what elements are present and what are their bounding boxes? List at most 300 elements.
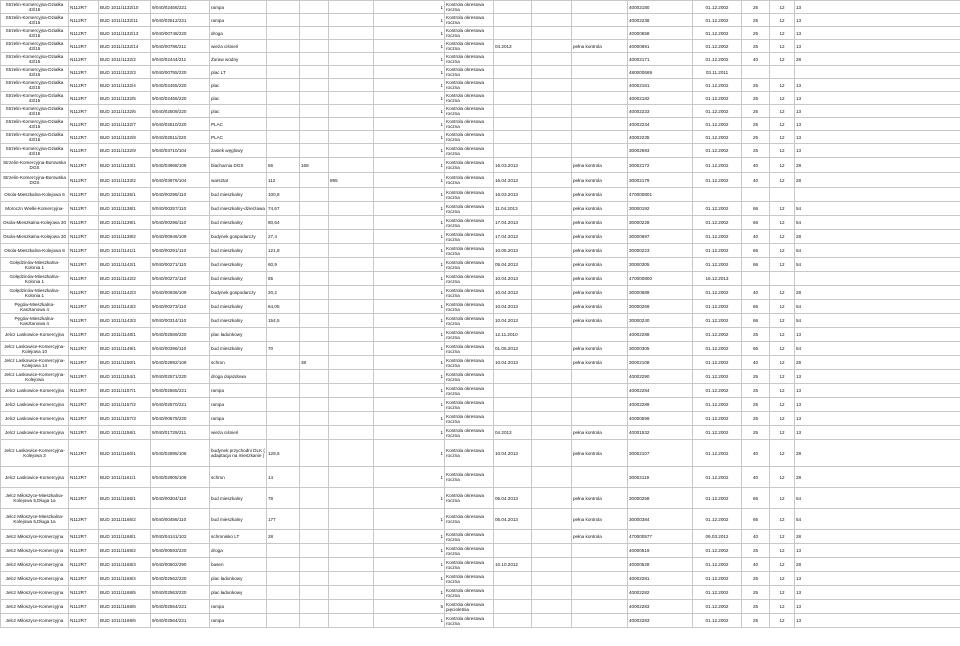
cell-object-name: bud mieszkalny xyxy=(210,509,267,530)
cell-asset-number: 40002289 xyxy=(628,398,693,412)
cell-volume xyxy=(300,314,329,328)
cell-object-name: rampa xyxy=(210,600,267,614)
cell-inspection-type: Kontrola okresowa roczna xyxy=(445,530,494,544)
cell-acceptance-date: 01.12.2002 xyxy=(693,27,742,40)
cell-inventory-number: 9/040/02565/221 xyxy=(151,384,210,398)
cell-inventory-number: 9/040/00304/110 xyxy=(151,488,210,509)
cell-location: Jelcz Miłoszyce-Mieszkalna-Kolejowa 5,Długa 1a xyxy=(1,488,69,509)
cell-value-a: 12 xyxy=(770,314,795,328)
cell-value-a xyxy=(770,272,795,286)
cell-spacer xyxy=(532,144,572,158)
cell-volume xyxy=(300,600,329,614)
cell-unit-code: N112R7 xyxy=(69,586,99,600)
cell-unit-code: N112R7 xyxy=(69,356,99,370)
cell-spacer xyxy=(532,509,572,530)
cell-bud-number: BUD 1011/1135/1 xyxy=(99,188,151,202)
cell-value-b: 54 xyxy=(795,216,960,230)
cell-bud-number: BUD 1011/1168/5 xyxy=(99,586,151,600)
cell-inspection-scope xyxy=(572,14,628,27)
cell-asset-number: 40002283 xyxy=(628,600,693,614)
cell-acceptance-date: 03.11.2011 xyxy=(693,66,742,79)
cell-spacer xyxy=(532,412,572,426)
cell-inspection-date xyxy=(494,92,532,105)
cell-object-name: rampa xyxy=(210,384,267,398)
cell-spacer xyxy=(532,188,572,202)
cell-spacer xyxy=(532,272,572,286)
table-row xyxy=(1,342,960,356)
cell-inspection-scope: pełna kontrola xyxy=(572,509,628,530)
cell-asset-number: 470000801 xyxy=(628,188,693,202)
cell-volume xyxy=(300,92,329,105)
cell-volume xyxy=(300,1,329,14)
cell-bud-number: BUD 1011/1142/3 xyxy=(99,286,151,300)
cell-asset-number: 40002182 xyxy=(628,92,693,105)
cell-inventory-number: 9/040/02563/220 xyxy=(151,586,210,600)
cell-bud-number: BUD 1011/1143/2 xyxy=(99,300,151,314)
table-row xyxy=(1,370,960,384)
cell-spacer xyxy=(532,1,572,14)
table-row xyxy=(1,158,960,173)
cell-depreciation-years: 25 xyxy=(742,426,770,440)
cell-object-name: droga xyxy=(210,544,267,558)
cell-period: 1 xyxy=(374,173,445,188)
cell-volume xyxy=(300,398,329,412)
cell-period: 5 xyxy=(374,600,445,614)
cell-value-a: 12 xyxy=(770,467,795,488)
cell-location: Strzelin-Komercyjna-Działka 43/15 xyxy=(1,144,69,158)
cell-value-a: 12 xyxy=(770,158,795,173)
cell-inspection-scope xyxy=(572,66,628,79)
cell-depreciation-years: 25 xyxy=(742,328,770,342)
table-row xyxy=(1,509,960,530)
cell-inspection-type: Kontrola okresowa roczna xyxy=(445,572,494,586)
cell-unit-code: N112R7 xyxy=(69,286,99,300)
cell-acceptance-date: 01.12.2002 xyxy=(693,342,742,356)
cell-inspection-scope xyxy=(572,384,628,398)
cell-inventory-number: 9/040/02564/221 xyxy=(151,600,210,614)
cell-inspection-type: Kontrola okresowa roczna xyxy=(445,258,494,272)
cell-depreciation-years: 25 xyxy=(742,40,770,53)
cell-inventory-number: 9/040/00486/110 xyxy=(151,509,210,530)
cell-period: 1 xyxy=(374,488,445,509)
cell-period: 1 xyxy=(374,158,445,173)
cell-inspection-date xyxy=(494,66,532,79)
cell-area xyxy=(267,144,300,158)
cell-acceptance-date: 01.12.2002 xyxy=(693,300,742,314)
cell-inventory-number: 9/040/00298/110 xyxy=(151,188,210,202)
cell-bud-number: BUD 1011/1139/2 xyxy=(99,230,151,244)
cell-inventory-number: 9/040/02895/106 xyxy=(151,440,210,467)
cell-spacer xyxy=(532,328,572,342)
cell-inventory-number: 9/040/00755/220 xyxy=(151,66,210,79)
cell-value-a: 12 xyxy=(770,216,795,230)
cell-object-name: droga xyxy=(210,27,267,40)
cell-area xyxy=(267,426,300,440)
cell-value-a: 12 xyxy=(770,244,795,258)
cell-object-name: schron xyxy=(210,356,267,370)
cell-bud-number: BUD 1011/1157/2 xyxy=(99,398,151,412)
cell-value-b: 13 xyxy=(795,92,960,105)
cell-inspection-type: Kontrola okresowa roczna xyxy=(445,509,494,530)
cell-location: Strzelin-Komercyjna-Działka 43/15 xyxy=(1,118,69,131)
cell-period: 1 xyxy=(374,118,445,131)
cell-volume xyxy=(300,440,329,467)
cell-location: Pęgów-Mieszkalna-Kasztanowa 4 xyxy=(1,300,69,314)
cell-value-b: 54 xyxy=(795,314,960,328)
cell-inventory-number: 9/040/00273/110 xyxy=(151,300,210,314)
cell-location: Jelcz Laskowice-Komercyjna xyxy=(1,467,69,488)
cell-object-name: plac xyxy=(210,79,267,92)
cell-unit-code: N112R7 xyxy=(69,384,99,398)
cell-inspection-date xyxy=(494,398,532,412)
cell-length xyxy=(329,544,374,558)
cell-volume xyxy=(300,216,329,230)
cell-length xyxy=(329,144,374,158)
cell-value-b: 28 xyxy=(795,286,960,300)
cell-bud-number: BUD 1011/1132/8 xyxy=(99,131,151,144)
cell-acceptance-date: 01.12.2002 xyxy=(693,244,742,258)
table-row xyxy=(1,66,960,79)
cell-value-a: 12 xyxy=(770,440,795,467)
cell-depreciation-years: 66 xyxy=(742,314,770,328)
table-row xyxy=(1,40,960,53)
cell-length xyxy=(329,131,374,144)
cell-area xyxy=(267,384,300,398)
cell-acceptance-date: 01.12.2002 xyxy=(693,14,742,27)
cell-period: 1 xyxy=(374,586,445,600)
cell-asset-number: 30000192 xyxy=(628,202,693,216)
cell-spacer xyxy=(532,544,572,558)
cell-length xyxy=(329,614,374,628)
cell-volume xyxy=(300,27,329,40)
cell-depreciation-years: 25 xyxy=(742,412,770,426)
cell-object-name: bud mieszkalny-dzierżawa xyxy=(210,202,267,216)
cell-value-a: 12 xyxy=(770,398,795,412)
cell-inspection-date: 01.05.2013 xyxy=(494,342,532,356)
cell-unit-code: N112R7 xyxy=(69,300,99,314)
cell-inspection-date: 16.03.2013 xyxy=(494,188,532,202)
cell-area xyxy=(267,66,300,79)
table-row xyxy=(1,614,960,628)
cell-volume xyxy=(300,530,329,544)
cell-object-name: bud mieszkalny xyxy=(210,488,267,509)
cell-value-b: 54 xyxy=(795,202,960,216)
cell-volume xyxy=(300,79,329,92)
cell-location: Jelcz Laskowice-Komercyjna xyxy=(1,384,69,398)
cell-object-name: schron xyxy=(210,467,267,488)
cell-period: 1 xyxy=(374,244,445,258)
cell-value-b: 13 xyxy=(795,600,960,614)
cell-value-a: 12 xyxy=(770,202,795,216)
cell-spacer xyxy=(532,216,572,230)
cell-inspection-scope xyxy=(572,544,628,558)
cell-inventory-number: 9/040/02564/221 xyxy=(151,614,210,628)
cell-location: Strzelin-Komercyjna-Borowska DGS xyxy=(1,158,69,173)
cell-inventory-number: 9/040/02456/221 xyxy=(151,1,210,14)
cell-location: Strzelin-Komercyjna-Działka 43/15 xyxy=(1,79,69,92)
cell-volume xyxy=(300,131,329,144)
cell-length xyxy=(329,488,374,509)
cell-asset-number: 40002283 xyxy=(628,614,693,628)
cell-unit-code: N112R7 xyxy=(69,440,99,467)
cell-spacer xyxy=(532,79,572,92)
table-row xyxy=(1,1,960,14)
cell-inspection-date xyxy=(494,131,532,144)
cell-inspection-scope: pełna kontrola xyxy=(572,173,628,188)
cell-location: Strzelin-Komercyjna-Działka 43/15 xyxy=(1,66,69,79)
cell-object-name: budynek gospodarczy xyxy=(210,286,267,300)
cell-bud-number: BUD 1011/1132/14 xyxy=(99,40,151,53)
cell-location: Gołędzinów-Mieszkalna-Kolonia 1 xyxy=(1,286,69,300)
cell-spacer xyxy=(532,258,572,272)
cell-unit-code: N112R7 xyxy=(69,216,99,230)
cell-depreciation-years: 66 xyxy=(742,342,770,356)
cell-object-name: schronisko LT xyxy=(210,530,267,544)
cell-bud-number: BUD 1011/1168/2 xyxy=(99,544,151,558)
cell-length xyxy=(329,440,374,467)
cell-spacer xyxy=(532,158,572,173)
cell-value-b xyxy=(795,272,960,286)
cell-area xyxy=(267,118,300,131)
table-row xyxy=(1,92,960,105)
cell-volume: 38 xyxy=(300,356,329,370)
cell-period: 1 xyxy=(374,272,445,286)
cell-inventory-number: 9/040/02571/220 xyxy=(151,370,210,384)
cell-acceptance-date xyxy=(693,188,742,202)
cell-object-name: rampa xyxy=(210,1,267,14)
cell-asset-number: 40002281 xyxy=(628,572,693,586)
cell-area xyxy=(267,27,300,40)
cell-period: 1 xyxy=(374,258,445,272)
cell-object-name: budynek przychodni DLK ( adaptacja na mieszkanie ) xyxy=(210,440,267,467)
cell-unit-code: N112R7 xyxy=(69,544,99,558)
cell-depreciation-years: 25 xyxy=(742,1,770,14)
table-row xyxy=(1,173,960,188)
cell-spacer xyxy=(532,105,572,118)
cell-inspection-type: Kontrola okresowa roczna xyxy=(445,467,494,488)
cell-length xyxy=(329,27,374,40)
cell-object-name: wieża ciśnień xyxy=(210,426,267,440)
cell-bud-number: BUD 1011/1168/4 xyxy=(99,572,151,586)
cell-inventory-number: 9/040/02892/109 xyxy=(151,356,210,370)
cell-spacer xyxy=(532,53,572,66)
cell-spacer xyxy=(532,27,572,40)
cell-depreciation-years: 25 xyxy=(742,398,770,412)
table-row xyxy=(1,356,960,370)
cell-area: 70 xyxy=(267,342,300,356)
table-row xyxy=(1,384,960,398)
cell-depreciation-years: 25 xyxy=(742,572,770,586)
cell-inspection-date: 16.03.2013 xyxy=(494,158,532,173)
cell-acceptance-date: 01.12.2002 xyxy=(693,105,742,118)
cell-spacer xyxy=(532,586,572,600)
cell-bud-number: BUD 1011/1133/1 xyxy=(99,158,151,173)
cell-volume xyxy=(300,118,329,131)
cell-value-b: 54 xyxy=(795,509,960,530)
cell-location: Jelcz Miłoszyce-Komercyjna xyxy=(1,586,69,600)
cell-inspection-type: Kontrola okresowa roczna xyxy=(445,118,494,131)
cell-inspection-date: 05.04.2013 xyxy=(494,258,532,272)
cell-length xyxy=(329,572,374,586)
cell-inspection-scope xyxy=(572,92,628,105)
cell-length xyxy=(329,412,374,426)
cell-depreciation-years: 25 xyxy=(742,105,770,118)
cell-value-b: 28 xyxy=(795,173,960,188)
cell-unit-code: N112R7 xyxy=(69,467,99,488)
table-row xyxy=(1,202,960,216)
cell-depreciation-years: 25 xyxy=(742,14,770,27)
table-row xyxy=(1,558,960,572)
table-row xyxy=(1,188,960,202)
cell-bud-number: BUD 1011/1168/3 xyxy=(99,558,151,572)
cell-location: Gołędzinów-Mieszkalna-Kolonia 1 xyxy=(1,272,69,286)
cell-inspection-date xyxy=(494,53,532,66)
cell-inspection-scope: pełna kontrola xyxy=(572,286,628,300)
cell-inventory-number: 9/040/00296/110 xyxy=(151,216,210,230)
cell-volume xyxy=(300,412,329,426)
cell-value-b: 54 xyxy=(795,244,960,258)
cell-object-name: PLAC xyxy=(210,131,267,144)
cell-inventory-number: 9/040/02456/220 xyxy=(151,92,210,105)
cell-value-b: 13 xyxy=(795,14,960,27)
cell-inventory-number: 9/040/02444/211 xyxy=(151,53,210,66)
cell-depreciation-years: 66 xyxy=(742,244,770,258)
cell-volume xyxy=(300,66,329,79)
cell-unit-code: N112R7 xyxy=(69,488,99,509)
cell-value-b: 13 xyxy=(795,1,960,14)
cell-object-name: plac xyxy=(210,105,267,118)
cell-spacer xyxy=(532,398,572,412)
cell-value-b: 28 xyxy=(795,53,960,66)
cell-acceptance-date: 01.12.2002 xyxy=(693,426,742,440)
table-row xyxy=(1,600,960,614)
cell-inspection-scope: pełna kontrola xyxy=(572,40,628,53)
cell-bud-number: BUD 1011/1168/6 xyxy=(99,600,151,614)
cell-inventory-number: 9/040/00748/220 xyxy=(151,27,210,40)
cell-object-name: bud mieszkalny xyxy=(210,188,267,202)
cell-bud-number: BUD 1011/1132/10 xyxy=(99,1,151,14)
cell-inventory-number: 9/040/03976/104 xyxy=(151,173,210,188)
cell-period: 1 xyxy=(374,544,445,558)
cell-inventory-number: 9/040/04141/102 xyxy=(151,530,210,544)
cell-inspection-date: 04.2013 xyxy=(494,426,532,440)
cell-spacer xyxy=(532,426,572,440)
cell-period: 1 xyxy=(374,27,445,40)
cell-inspection-date: 10.04.2013 xyxy=(494,286,532,300)
cell-spacer xyxy=(532,530,572,544)
cell-spacer xyxy=(532,614,572,628)
cell-inspection-scope xyxy=(572,144,628,158)
cell-length xyxy=(329,66,374,79)
cell-period: 1 xyxy=(374,426,445,440)
cell-value-b: 13 xyxy=(795,426,960,440)
cell-value-a: 12 xyxy=(770,14,795,27)
cell-value-a: 12 xyxy=(770,488,795,509)
cell-bud-number: BUD 1011/1149/1 xyxy=(99,342,151,356)
cell-volume xyxy=(300,244,329,258)
cell-period: 1 xyxy=(374,286,445,300)
cell-depreciation-years: 25 xyxy=(742,600,770,614)
cell-depreciation-years: 40 xyxy=(742,173,770,188)
cell-asset-number: 40002180 xyxy=(628,1,693,14)
cell-inventory-number: 9/040/00314/110 xyxy=(151,314,210,328)
cell-inventory-number: 9/040/00786/211 xyxy=(151,40,210,53)
cell-inspection-date: 05.04.2013 xyxy=(494,509,532,530)
cell-volume xyxy=(300,173,329,188)
cell-area xyxy=(267,92,300,105)
cell-acceptance-date: 01.12.2002 xyxy=(693,314,742,328)
cell-area: 177 xyxy=(267,509,300,530)
cell-volume xyxy=(300,202,329,216)
cell-unit-code: N112R7 xyxy=(69,509,99,530)
cell-inspection-scope xyxy=(572,53,628,66)
cell-period: 1 xyxy=(374,14,445,27)
cell-inspection-type: Kontrola okresowa roczna xyxy=(445,272,494,286)
cell-inspection-date xyxy=(494,118,532,131)
cell-bud-number: BUD 1011/1168/6 xyxy=(99,614,151,628)
cell-location: Moroczn Wielki-Komercyjna- xyxy=(1,202,69,216)
cell-asset-number: 480000669 xyxy=(628,66,693,79)
cell-period: 1 xyxy=(374,92,445,105)
cell-acceptance-date: 01.12.2002 xyxy=(693,158,742,173)
cell-volume xyxy=(300,300,329,314)
cell-value-a: 12 xyxy=(770,1,795,14)
cell-depreciation-years: 25 xyxy=(742,544,770,558)
cell-unit-code: N112R7 xyxy=(69,79,99,92)
cell-volume xyxy=(300,384,329,398)
cell-period: 1 xyxy=(374,105,445,118)
cell-inspection-type: Kontrola okresowa roczna xyxy=(445,188,494,202)
cell-asset-number: 40002181 xyxy=(628,79,693,92)
cell-volume xyxy=(300,572,329,586)
cell-length xyxy=(329,398,374,412)
cell-spacer xyxy=(532,370,572,384)
cell-inspection-date xyxy=(494,614,532,628)
cell-asset-number: 30000269 xyxy=(628,300,693,314)
cell-asset-number: 30000689 xyxy=(628,286,693,300)
cell-inspection-scope: pełna kontrola xyxy=(572,426,628,440)
cell-depreciation-years: 40 xyxy=(742,158,770,173)
cell-object-name: bud mieszkalny xyxy=(210,216,267,230)
cell-spacer xyxy=(532,314,572,328)
cell-unit-code: N112R7 xyxy=(69,188,99,202)
cell-length xyxy=(329,118,374,131)
cell-length xyxy=(329,272,374,286)
table-row xyxy=(1,144,960,158)
cell-asset-number: 40002234 xyxy=(628,118,693,131)
cell-spacer xyxy=(532,244,572,258)
cell-inspection-type: Kontrola okresowa roczna xyxy=(445,14,494,27)
cell-location: Strzelin-Komercyjna-Działka 43/15 xyxy=(1,131,69,144)
cell-value-b: 13 xyxy=(795,586,960,600)
cell-volume xyxy=(300,14,329,27)
cell-area: 112 xyxy=(267,173,300,188)
cell-volume xyxy=(300,544,329,558)
cell-object-name: plac ładunkowy xyxy=(210,328,267,342)
cell-area: 20,2 xyxy=(267,286,300,300)
cell-value-b: 54 xyxy=(795,300,960,314)
cell-period: 1 xyxy=(374,509,445,530)
cell-inspection-scope xyxy=(572,27,628,40)
table-row xyxy=(1,412,960,426)
cell-inspection-type: Kontrola okresowa roczna xyxy=(445,440,494,467)
cell-inspection-scope: pełna kontrola xyxy=(572,216,628,230)
cell-inspection-scope xyxy=(572,328,628,342)
cell-bud-number: BUD 1011/1139/1 xyxy=(99,216,151,230)
cell-acceptance-date: 06.03.2012 xyxy=(693,530,742,544)
cell-inspection-type: Kontrola okresowa roczna xyxy=(445,342,494,356)
cell-inspection-type: Kontrola okresowa roczna xyxy=(445,286,494,300)
